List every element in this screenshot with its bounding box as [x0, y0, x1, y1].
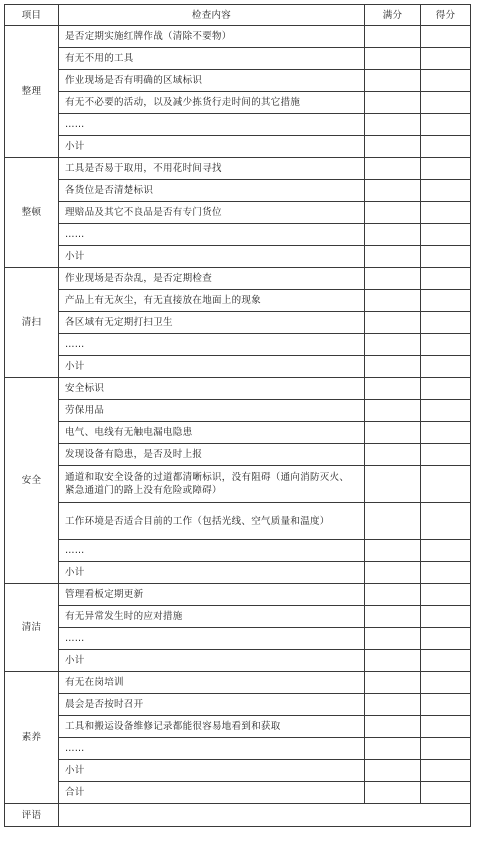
score-cell[interactable]	[421, 716, 471, 738]
check-item: 晨会是否按时召开	[59, 694, 365, 716]
score-cell[interactable]	[421, 180, 471, 202]
table-row	[5, 422, 471, 444]
score-cell[interactable]	[421, 92, 471, 114]
check-item: 有无在岗培训	[59, 672, 365, 694]
check-item: 合计	[59, 782, 365, 804]
full-score-cell[interactable]	[365, 48, 421, 70]
table-row	[5, 400, 471, 422]
full-score-cell[interactable]	[365, 606, 421, 628]
table-row	[5, 246, 471, 268]
table-row	[5, 628, 471, 650]
table-row	[5, 672, 471, 694]
full-score-cell[interactable]	[365, 738, 421, 760]
score-cell[interactable]	[421, 694, 471, 716]
comment-row	[5, 804, 471, 827]
check-item: 是否定期实施红牌作战（清除不要物）	[59, 26, 365, 48]
table-row	[5, 312, 471, 334]
check-item: 小计	[59, 136, 365, 158]
check-item: 管理看板定期更新	[59, 584, 365, 606]
score-cell[interactable]	[421, 503, 471, 540]
header-full-score: 满分	[365, 5, 421, 26]
check-item: 小计	[59, 246, 365, 268]
table-row	[5, 540, 471, 562]
check-item: 劳保用品	[59, 400, 365, 422]
inspection-table	[4, 4, 471, 827]
score-cell[interactable]	[421, 268, 471, 290]
table-row	[5, 202, 471, 224]
check-item: 小计	[59, 760, 365, 782]
check-item: ……	[59, 334, 365, 356]
check-item: 工具是否易于取用，不用花时间寻找	[59, 158, 365, 180]
table-row	[5, 334, 471, 356]
full-score-cell[interactable]	[365, 400, 421, 422]
table-row	[5, 136, 471, 158]
check-item: 安全标识	[59, 378, 365, 400]
full-score-cell[interactable]	[365, 672, 421, 694]
table-row	[5, 356, 471, 378]
check-item: 有无不用的工具	[59, 48, 365, 70]
full-score-cell[interactable]	[365, 422, 421, 444]
full-score-cell[interactable]	[365, 224, 421, 246]
score-cell[interactable]	[421, 584, 471, 606]
table-row	[5, 584, 471, 606]
check-item: 各货位是否清楚标识	[59, 180, 365, 202]
score-cell[interactable]	[421, 356, 471, 378]
table-row	[5, 466, 471, 503]
score-cell[interactable]	[421, 422, 471, 444]
check-item: 小计	[59, 650, 365, 672]
table-row	[5, 26, 471, 48]
full-score-cell[interactable]	[365, 246, 421, 268]
table-row	[5, 290, 471, 312]
score-cell[interactable]	[421, 26, 471, 48]
full-score-cell[interactable]	[365, 334, 421, 356]
check-item: ……	[59, 114, 365, 136]
header-row	[5, 5, 471, 26]
table-row	[5, 694, 471, 716]
section-label: 整理	[5, 26, 59, 158]
table-row	[5, 606, 471, 628]
check-item: 电气、电线有无触电漏电隐患	[59, 422, 365, 444]
full-score-cell[interactable]	[365, 584, 421, 606]
score-cell[interactable]	[421, 70, 471, 92]
score-cell[interactable]	[421, 466, 471, 503]
score-cell[interactable]	[421, 136, 471, 158]
check-item: 作业现场是否杂乱，是否定期检查	[59, 268, 365, 290]
table-body	[5, 26, 471, 804]
table-row	[5, 782, 471, 804]
score-cell[interactable]	[421, 290, 471, 312]
full-score-cell[interactable]	[365, 378, 421, 400]
full-score-cell[interactable]	[365, 268, 421, 290]
header-content: 检查内容	[59, 5, 365, 26]
score-cell[interactable]	[421, 202, 471, 224]
check-item: 工具和搬运设备维修记录都能很容易地看到和获取	[59, 716, 365, 738]
full-score-cell[interactable]	[365, 562, 421, 584]
score-cell[interactable]	[421, 378, 471, 400]
full-score-cell[interactable]	[365, 158, 421, 180]
full-score-cell[interactable]	[365, 628, 421, 650]
check-item: 有无不必要的活动，以及减少拣货行走时间的其它措施	[59, 92, 365, 114]
full-score-cell[interactable]	[365, 650, 421, 672]
table-row	[5, 650, 471, 672]
full-score-cell[interactable]	[365, 782, 421, 804]
table-row	[5, 224, 471, 246]
full-score-cell[interactable]	[365, 760, 421, 782]
section-label: 清洁	[5, 584, 59, 672]
full-score-cell[interactable]	[365, 540, 421, 562]
full-score-cell[interactable]	[365, 444, 421, 466]
check-item: 有无异常发生时的应对措施	[59, 606, 365, 628]
score-cell[interactable]	[421, 444, 471, 466]
table-row	[5, 562, 471, 584]
table-row	[5, 114, 471, 136]
check-item: 作业现场是否有明确的区域标识	[59, 70, 365, 92]
full-score-cell[interactable]	[365, 70, 421, 92]
full-score-cell[interactable]	[365, 136, 421, 158]
score-cell[interactable]	[421, 628, 471, 650]
score-cell[interactable]	[421, 738, 471, 760]
check-item: 产品上有无灰尘，有无直接放在地面上的现象	[59, 290, 365, 312]
section-label: 安全	[5, 378, 59, 584]
score-cell[interactable]	[421, 650, 471, 672]
score-cell[interactable]	[421, 246, 471, 268]
header-item: 项目	[5, 5, 59, 26]
score-cell[interactable]	[421, 158, 471, 180]
section-label: 整顿	[5, 158, 59, 268]
comment-label: 评语	[5, 804, 59, 827]
full-score-cell[interactable]	[365, 26, 421, 48]
table-row	[5, 268, 471, 290]
table-row	[5, 48, 471, 70]
score-cell[interactable]	[421, 782, 471, 804]
full-score-cell[interactable]	[365, 202, 421, 224]
table-row	[5, 378, 471, 400]
table-row	[5, 92, 471, 114]
header-score: 得分	[421, 5, 471, 26]
check-item: ……	[59, 628, 365, 650]
check-item: 小计	[59, 356, 365, 378]
table-row	[5, 503, 471, 540]
full-score-cell[interactable]	[365, 312, 421, 334]
score-cell[interactable]	[421, 114, 471, 136]
check-item: 发现设备有隐患，是否及时上报	[59, 444, 365, 466]
check-item: 各区域有无定期打扫卫生	[59, 312, 365, 334]
comment-field[interactable]	[59, 804, 471, 827]
check-item: 通道和取安全设备的过道都清晰标识，没有阻碍（通向消防灭火、紧急通道门的路上没有危险或障碍）	[59, 466, 365, 503]
full-score-cell[interactable]	[365, 92, 421, 114]
check-item: ……	[59, 224, 365, 246]
score-cell[interactable]	[421, 224, 471, 246]
table-row	[5, 70, 471, 92]
check-item: 理赔品及其它不良品是否有专门货位	[59, 202, 365, 224]
full-score-cell[interactable]	[365, 290, 421, 312]
table-row	[5, 716, 471, 738]
score-cell[interactable]	[421, 760, 471, 782]
full-score-cell[interactable]	[365, 180, 421, 202]
score-cell[interactable]	[421, 48, 471, 70]
section-label: 清扫	[5, 268, 59, 378]
score-cell[interactable]	[421, 672, 471, 694]
section-label: 素养	[5, 672, 59, 804]
full-score-cell[interactable]	[365, 356, 421, 378]
full-score-cell[interactable]	[365, 716, 421, 738]
table-row	[5, 158, 471, 180]
score-cell[interactable]	[421, 540, 471, 562]
check-item: ……	[59, 738, 365, 760]
table-row	[5, 180, 471, 202]
check-item: 小计	[59, 562, 365, 584]
table-row	[5, 760, 471, 782]
score-cell[interactable]	[421, 334, 471, 356]
check-item: ……	[59, 540, 365, 562]
score-cell[interactable]	[421, 400, 471, 422]
full-score-cell[interactable]	[365, 503, 421, 540]
table-row	[5, 738, 471, 760]
score-cell[interactable]	[421, 606, 471, 628]
full-score-cell[interactable]	[365, 694, 421, 716]
table-row	[5, 444, 471, 466]
score-cell[interactable]	[421, 562, 471, 584]
full-score-cell[interactable]	[365, 114, 421, 136]
check-item: 工作环境是否适合目前的工作（包括光线、空气质量和温度）	[59, 503, 365, 540]
full-score-cell[interactable]	[365, 466, 421, 503]
score-cell[interactable]	[421, 312, 471, 334]
